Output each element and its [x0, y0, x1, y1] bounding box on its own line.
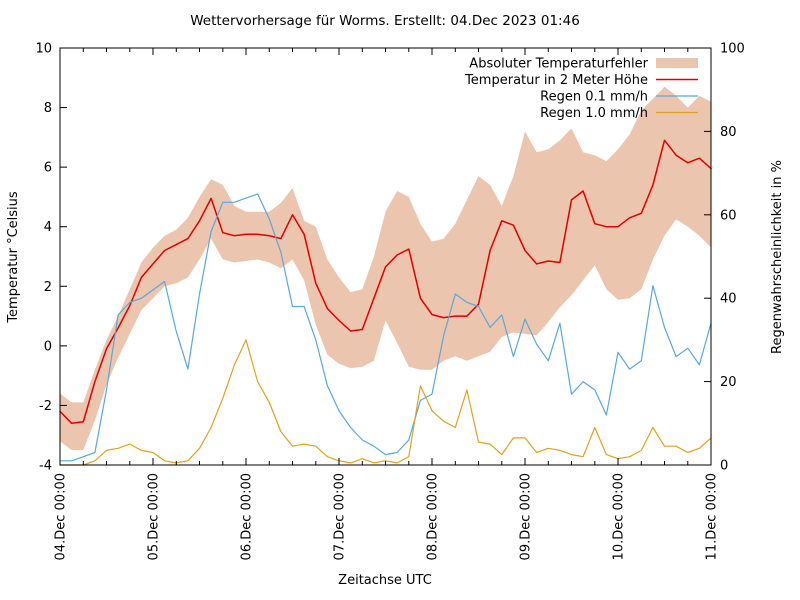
- y-right-tick-label: 60: [720, 208, 737, 224]
- chart-generated-content: [35, 42, 744, 561]
- legend-label-absoluter-temperaturfehler: Absoluter Temperaturfehler: [469, 56, 648, 72]
- y-left-tick-label: 0: [43, 339, 52, 355]
- y-right-tick-label: 0: [720, 458, 729, 474]
- y-left-tick-label: 6: [43, 160, 52, 176]
- x-axis-tick-label: 08.Dec 00:00: [425, 473, 441, 561]
- chart-title: Wettervorhersage für Worms. Erstellt: 04.Dec 2023 01:46: [190, 13, 580, 29]
- legend-label-regen-1-0-mm-h: Regen 1.0 mm/h: [540, 106, 648, 121]
- x-axis-tick-label: 05.Dec 00:00: [146, 473, 162, 561]
- y-left-tick-label: 2: [43, 279, 52, 295]
- x-axis-tick-label: 07.Dec 00:00: [332, 473, 348, 561]
- y-right-tick-label: 40: [720, 291, 737, 307]
- y-axis-label-left: Temperatur °Celsius: [6, 191, 21, 323]
- y-right-tick-label: 100: [720, 41, 745, 57]
- x-axis-tick-label: 09.Dec 00:00: [518, 473, 534, 561]
- y-right-tick-label: 80: [720, 124, 737, 140]
- y-right-tick-label: 20: [720, 375, 737, 391]
- x-axis-tick-label: 04.Dec 00:00: [53, 473, 69, 561]
- y-left-tick-label: -2: [39, 398, 52, 414]
- x-axis-tick-label: 10.Dec 00:00: [611, 473, 627, 561]
- legend-label-regen-0-1-mm-h: Regen 0.1 mm/h: [540, 89, 648, 105]
- y-axis-label-right: Regenwahrscheinlichkeit in %: [770, 160, 785, 354]
- legend-swatch-absoluter-temperaturfehler: [656, 58, 698, 68]
- y-left-tick-label: -4: [39, 458, 52, 474]
- y-left-tick-label: 8: [43, 101, 52, 117]
- y-left-tick-label: 4: [43, 220, 52, 236]
- legend-label-temperatur-in-2-meter-h-he: Temperatur in 2 Meter Höhe: [465, 73, 648, 88]
- y-left-tick-label: 10: [35, 41, 52, 57]
- x-axis-tick-label: 11.Dec 00:00: [704, 473, 720, 561]
- x-axis-tick-label: 06.Dec 00:00: [239, 473, 255, 561]
- x-axis-label: Zeitachse UTC: [338, 573, 432, 588]
- regen-1-0-mm-h-line: [60, 340, 711, 465]
